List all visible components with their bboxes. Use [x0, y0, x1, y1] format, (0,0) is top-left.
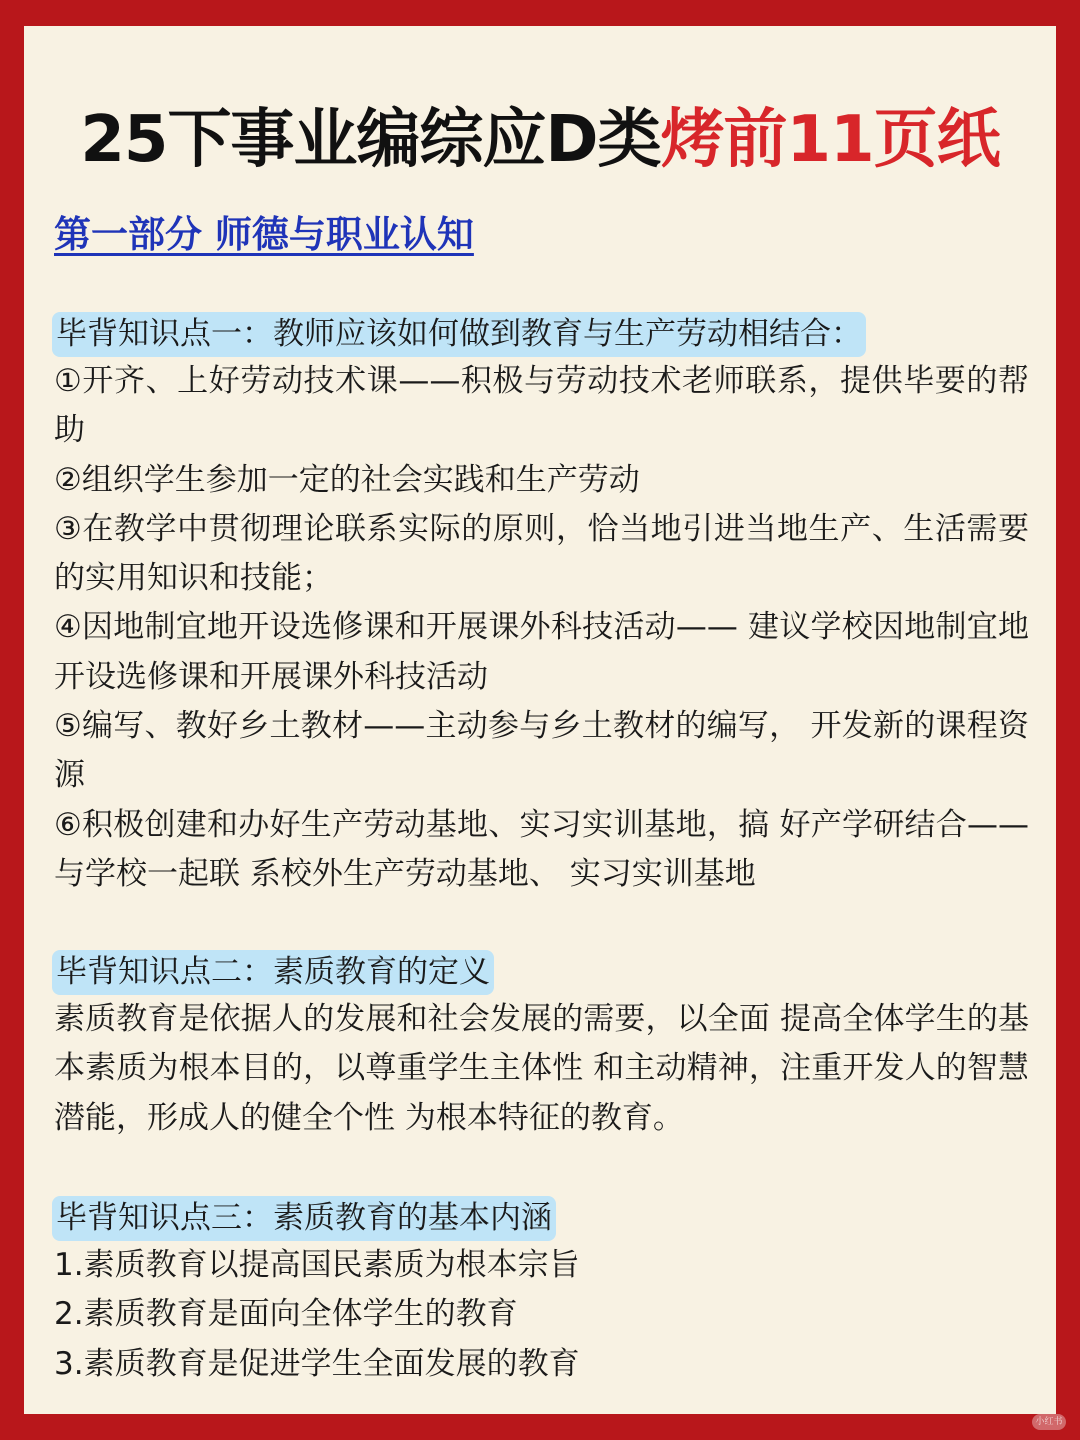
section-heading: 毕背知识点三：素质教育的基本内涵: [52, 1196, 556, 1241]
knowledge-section-3: [54, 1196, 1029, 1389]
list-item: ⑥积极创建和办好生产劳动基地、实习实训基地，搞 好产学研结合——与学校一起联 系校外生产劳动基地、 实习实训基地: [54, 806, 1029, 892]
title-black-text: 25下事业编综应D类: [80, 103, 661, 177]
list-item: ⑤编写、教好乡土教材——主动参与乡土教材的编写， 开发新的课程资源: [54, 708, 1029, 794]
list-item: ④因地制宜地开设选修课和开展课外科技活动—— 建议学校因地制宜地开设选修课和开展课外科技活动: [54, 609, 1029, 695]
list-item: 1.素质教育以提高国民素质为根本宗旨: [54, 1247, 580, 1283]
part-heading: 第一部分 师德与职业认知: [54, 213, 474, 256]
page-title: [24, 100, 1056, 180]
section-heading: 毕背知识点一：教师应该如何做到教育与生产劳动相结合：: [52, 312, 866, 357]
paragraph: 素质教育是依据人的发展和社会发展的需要，以全面 提高全体学生的基本素质为根本目的，以尊重学生主体性 和主动精神，注重开发人的智慧潜能，形成人的健全个性 为根本特征的教育。: [54, 1001, 1029, 1136]
list-item: 3.素质教育是促进学生全面发展的教育: [54, 1345, 580, 1382]
section-heading: 毕背知识点二：素质教育的定义: [52, 950, 494, 995]
watermark-logo: 小红书: [1032, 1414, 1066, 1430]
paper-sheet: [24, 26, 1056, 1414]
knowledge-section-1: [54, 312, 1029, 899]
list-item: ①开齐、上好劳动技术课——积极与劳动技术老师联系，提供毕要的帮助: [54, 363, 1029, 449]
knowledge-section-2: [54, 950, 1029, 1143]
list-item: 2.素质教育是面向全体学生的教育: [54, 1296, 518, 1333]
list-item: ③在教学中贯彻理论联系实际的原则，恰当地引进当地生产、生活需要的实用知识和技能；: [54, 510, 1029, 597]
list-item: ②组织学生参加一定的社会实践和生产劳动: [54, 461, 640, 498]
title-red-text: 烤前11页纸: [660, 103, 1000, 177]
